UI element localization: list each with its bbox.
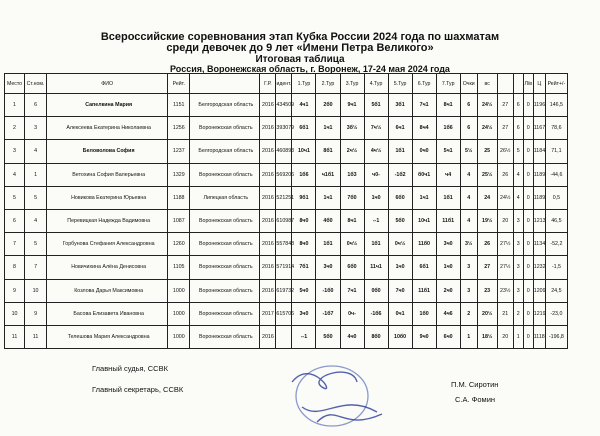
place-cell: 1 — [5, 94, 25, 117]
round-1-cell: 8ч0 — [292, 233, 316, 256]
player-name-cell: Беловолова София — [47, 140, 168, 163]
round-1-cell: 4ч1 — [292, 94, 316, 117]
ident-cell — [276, 325, 292, 348]
round-1-cell: 8ч0 — [292, 209, 316, 232]
round-4-cell: 5б1 — [364, 94, 388, 117]
round-6-cell: 10ч1 — [412, 209, 436, 232]
round-7-cell: 8ч1 — [436, 94, 460, 117]
judge-name: П.М. Сиротин — [451, 380, 499, 389]
round-7-cell: 1б6 — [436, 117, 460, 140]
tiebreak-cell: 23½ — [497, 279, 513, 302]
region-cell: Воронежская область — [190, 163, 260, 186]
round-7-cell: ч4 — [436, 163, 460, 186]
col-start: Ст.ном. — [25, 74, 47, 94]
round-2-cell: ч1б1 — [316, 163, 340, 186]
round-2-cell: 4б0 — [316, 209, 340, 232]
birth-year-cell: 2016 — [260, 233, 276, 256]
round-5-cell: 10б0 — [388, 325, 412, 348]
document-title-line1: Всероссийские соревнования этап Кубка России 2024 года по шахматам — [100, 31, 500, 43]
player-name-cell: Ветохина София Валерьевна — [47, 163, 168, 186]
round-3-cell: 1б3 — [340, 163, 364, 186]
rating-cell: 1000 — [168, 325, 190, 348]
round-3-cell: 2ч½ — [340, 140, 364, 163]
region-cell: Воронежская область — [190, 233, 260, 256]
rating-cell: 1329 — [168, 163, 190, 186]
round-7-cell: 1б1 — [436, 186, 460, 209]
wins-cell: 3 — [513, 256, 523, 279]
avg-rating-cell: 1219 — [533, 302, 545, 325]
rating-cell: 1087 — [168, 209, 190, 232]
round-7-cell: 1ч0 — [436, 256, 460, 279]
rating-change-cell: -1,5 — [545, 256, 567, 279]
document-subtitle: Итоговая таблица — [255, 54, 345, 65]
document-title-line2: среди девочек до 9 лет «Имени Петра Великого» — [166, 42, 434, 54]
start-number-cell: 5 — [25, 186, 47, 209]
ident-cell: 610987 — [276, 209, 292, 232]
round-2-cell: 2б0 — [316, 94, 340, 117]
table-row — [5, 256, 568, 279]
wins-cell: 2 — [513, 302, 523, 325]
round-4-cell: 11ч1 — [364, 256, 388, 279]
col-lw: Л/в — [523, 74, 533, 94]
avg-rating-cell: 1134 — [533, 233, 545, 256]
place-cell: 10 — [5, 302, 25, 325]
wins-cell: 3 — [513, 233, 523, 256]
player-name-cell: Козлова Дарья Максимовна — [47, 279, 168, 302]
round-3-cell: 9ч1 — [340, 94, 364, 117]
round-1-cell: --1 — [292, 325, 316, 348]
col-rating: Рейт. — [168, 74, 190, 94]
round-5-cell: 6ч1 — [388, 117, 412, 140]
region-cell: Воронежская область — [190, 256, 260, 279]
col-buch: вс — [477, 74, 497, 94]
region-cell: Воронежская область — [190, 117, 260, 140]
region-cell: Белгородская область — [190, 94, 260, 117]
round-5-cell: 0ч1 — [388, 302, 412, 325]
col-r4: 4.Тур — [364, 74, 388, 94]
place-cell: 2 — [5, 117, 25, 140]
wins-cell: 6 — [513, 94, 523, 117]
wins-cell: 5 — [513, 140, 523, 163]
buchholz-cell: 24½ — [477, 117, 497, 140]
rating-cell: 1188 — [168, 186, 190, 209]
start-number-cell: 4 — [25, 140, 47, 163]
rating-cell: 1151 — [168, 94, 190, 117]
region-cell: Воронежская область — [190, 325, 260, 348]
round-1-cell: 7б1 — [292, 256, 316, 279]
ident-cell: 434509 — [276, 94, 292, 117]
points-cell: 5½ — [460, 140, 477, 163]
tiebreak-cell: 21 — [497, 302, 513, 325]
round-5-cell: -1б2 — [388, 163, 412, 186]
rating-change-cell: 46,5 — [545, 209, 567, 232]
lw-cell: 0 — [523, 279, 533, 302]
wins-cell: 4 — [513, 163, 523, 186]
player-name-cell: Горбунова Стефания Александровна — [47, 233, 168, 256]
birth-year-cell: 2016 — [260, 256, 276, 279]
buchholz-cell: 20½ — [477, 302, 497, 325]
col-r2: 2.Тур — [316, 74, 340, 94]
round-1-cell: 9б1 — [292, 186, 316, 209]
results-table — [4, 73, 568, 349]
buchholz-cell: 27 — [477, 256, 497, 279]
lw-cell: 0 — [523, 186, 533, 209]
round-3-cell: 0ч½ — [340, 233, 364, 256]
wins-cell: 3 — [513, 279, 523, 302]
col-fio: ФИО — [47, 74, 168, 94]
avg-rating-cell: 1167 — [533, 117, 545, 140]
round-5-cell: 3б1 — [388, 94, 412, 117]
judge-role: Главный судья, ССВК — [92, 364, 168, 373]
round-7-cell: 6ч0 — [436, 325, 460, 348]
round-4-cell: ч0- — [364, 163, 388, 186]
region-cell: Воронежская область — [190, 209, 260, 232]
col-b — [497, 74, 513, 94]
tiebreak-cell: 26 — [497, 163, 513, 186]
place-cell: 5 — [5, 186, 25, 209]
buchholz-cell: 23 — [477, 279, 497, 302]
table-row — [5, 325, 568, 348]
player-name-cell: Перевицкая Надежда Вадимовна — [47, 209, 168, 232]
signature-stamp-image — [282, 352, 392, 436]
avg-rating-cell: 1232 — [533, 256, 545, 279]
region-cell: Воронежская область — [190, 302, 260, 325]
round-6-cell: 0ч0 — [412, 140, 436, 163]
col-ident: идент. — [276, 74, 292, 94]
region-date: Россия, Воронежская область, г. Воронеж, 17-24 мая 2024 года — [170, 64, 450, 74]
round-2-cell: 1ч1 — [316, 117, 340, 140]
avg-rating-cell: 1213 — [533, 209, 545, 232]
buchholz-cell: 19½ — [477, 209, 497, 232]
round-2-cell: 1б1 — [316, 233, 340, 256]
round-1-cell: 6б1 — [292, 117, 316, 140]
points-cell: 4 — [460, 209, 477, 232]
round-3-cell: 3б½ — [340, 117, 364, 140]
round-5-cell: 7ч0 — [388, 279, 412, 302]
table-row — [5, 186, 568, 209]
round-3-cell: 8ч1 — [340, 209, 364, 232]
buchholz-cell: 24½ — [477, 94, 497, 117]
col-r1: 1.Тур — [292, 74, 316, 94]
birth-year-cell: 2016 — [260, 94, 276, 117]
round-2-cell: 8б1 — [316, 140, 340, 163]
table-header-row — [5, 74, 568, 94]
points-cell: 3 — [460, 279, 477, 302]
buchholz-cell: 26 — [477, 233, 497, 256]
place-cell: 11 — [5, 325, 25, 348]
start-number-cell: 1 — [25, 163, 47, 186]
birth-year-cell: 2016 — [260, 325, 276, 348]
rating-change-cell: 78,6 — [545, 117, 567, 140]
lw-cell: 0 — [523, 163, 533, 186]
ident-cell: 569206 — [276, 163, 292, 186]
round-2-cell: -1б7 — [316, 302, 340, 325]
lw-cell: 0 — [523, 117, 533, 140]
tiebreak-cell: 20 — [497, 325, 513, 348]
region-cell: Воронежская область — [190, 279, 260, 302]
points-cell: 3 — [460, 256, 477, 279]
round-6-cell: 9ч0 — [412, 325, 436, 348]
player-name-cell: Новичихина Алёна Денисовна — [47, 256, 168, 279]
lw-cell: 0 — [523, 256, 533, 279]
table-row — [5, 94, 568, 117]
round-2-cell: -1б0 — [316, 279, 340, 302]
lw-cell: 0 — [523, 209, 533, 232]
col-points: Очки — [460, 74, 477, 94]
place-cell: 7 — [5, 233, 25, 256]
col-r3: 3.Тур — [340, 74, 364, 94]
ident-cell: 571914 — [276, 256, 292, 279]
round-3-cell: 7б0 — [340, 186, 364, 209]
wins-cell: 4 — [513, 186, 523, 209]
col-city — [190, 74, 260, 94]
birth-year-cell: 2016 — [260, 117, 276, 140]
round-1-cell: 5ч0 — [292, 279, 316, 302]
round-6-cell: 1б0 — [412, 302, 436, 325]
round-4-cell: 4ч½ — [364, 140, 388, 163]
player-name-cell: Телешова Мария Александровна — [47, 325, 168, 348]
round-3-cell: 0ч- — [340, 302, 364, 325]
round-5-cell: 1ч0 — [388, 256, 412, 279]
rating-change-cell: -52,2 — [545, 233, 567, 256]
col-place: Место — [5, 74, 25, 94]
secretary-name: С.А. Фомин — [455, 395, 496, 404]
round-6-cell: 11б1 — [412, 279, 436, 302]
place-cell: 8 — [5, 256, 25, 279]
start-number-cell: 6 — [25, 94, 47, 117]
round-4-cell: -1б6 — [364, 302, 388, 325]
lw-cell: 0 — [523, 94, 533, 117]
rating-cell: 1105 — [168, 256, 190, 279]
round-1-cell: 1б6 — [292, 163, 316, 186]
table-row — [5, 140, 568, 163]
birth-year-cell: 2016 — [260, 186, 276, 209]
avg-rating-cell: 1118 — [533, 325, 545, 348]
start-number-cell: 7 — [25, 256, 47, 279]
table-row — [5, 209, 568, 232]
place-cell: 6 — [5, 209, 25, 232]
round-3-cell: 6б0 — [340, 256, 364, 279]
table-row — [5, 163, 568, 186]
wins-cell: 3 — [513, 209, 523, 232]
place-cell: 4 — [5, 163, 25, 186]
round-2-cell: 3ч0 — [316, 256, 340, 279]
round-4-cell: 8б0 — [364, 325, 388, 348]
rating-cell: 1237 — [168, 140, 190, 163]
round-6-cell: 6б1 — [412, 256, 436, 279]
player-name-cell: Новикова Екатерина Юрьевна — [47, 186, 168, 209]
lw-cell: 0 — [523, 140, 533, 163]
ident-cell: 393079 — [276, 117, 292, 140]
round-6-cell: 11б0 — [412, 233, 436, 256]
round-7-cell: 11б1 — [436, 209, 460, 232]
avg-rating-cell: 1196 — [533, 94, 545, 117]
buchholz-cell: 18½ — [477, 325, 497, 348]
rating-change-cell: 24,5 — [545, 279, 567, 302]
points-cell: 4 — [460, 163, 477, 186]
rating-change-cell: 146,5 — [545, 94, 567, 117]
birth-year-cell: 2016 — [260, 209, 276, 232]
col-r6: 6.Тур — [412, 74, 436, 94]
rating-cell: 1256 — [168, 117, 190, 140]
start-number-cell: 10 — [25, 279, 47, 302]
round-3-cell: 4ч0 — [340, 325, 364, 348]
round-5-cell: 0ч½ — [388, 233, 412, 256]
points-cell: 4 — [460, 186, 477, 209]
lw-cell: 0 — [523, 233, 533, 256]
round-6-cell: 7ч1 — [412, 94, 436, 117]
round-4-cell: 1б1 — [364, 233, 388, 256]
ident-cell: 557848 — [276, 233, 292, 256]
table-row — [5, 302, 568, 325]
rating-change-cell: -23,0 — [545, 302, 567, 325]
rating-cell: 1260 — [168, 233, 190, 256]
round-1-cell: 3ч0 — [292, 302, 316, 325]
start-number-cell: 3 — [25, 117, 47, 140]
round-7-cell: 2ч0 — [436, 279, 460, 302]
round-4-cell: 1ч0 — [364, 186, 388, 209]
lw-cell: 0 — [523, 302, 533, 325]
avg-rating-cell: 1184 — [533, 140, 545, 163]
col-r5: 5.Тур — [388, 74, 412, 94]
round-4-cell: --1 — [364, 209, 388, 232]
table-row — [5, 233, 568, 256]
round-1-cell: 10ч1 — [292, 140, 316, 163]
rating-change-cell: -196,8 — [545, 325, 567, 348]
tiebreak-cell: 26½ — [497, 140, 513, 163]
tiebreak-cell: 27 — [497, 117, 513, 140]
col-year: Г.Р. — [260, 74, 276, 94]
rating-cell: 1000 — [168, 279, 190, 302]
ident-cell: 460893 — [276, 140, 292, 163]
start-number-cell: 4 — [25, 209, 47, 232]
secretary-role: Главный секретарь, ССВК — [92, 385, 184, 394]
round-5-cell: 1б1 — [388, 140, 412, 163]
points-cell: 6 — [460, 94, 477, 117]
round-7-cell: 5ч1 — [436, 140, 460, 163]
rating-change-cell: 0,5 — [545, 186, 567, 209]
buchholz-cell: 25 — [477, 140, 497, 163]
birth-year-cell: 2016 — [260, 163, 276, 186]
round-2-cell: 1ч1 — [316, 186, 340, 209]
col-r7: 7.Тур — [436, 74, 460, 94]
ident-cell: 521251 — [276, 186, 292, 209]
avg-rating-cell: 1189 — [533, 163, 545, 186]
tiebreak-cell: 24½ — [497, 186, 513, 209]
col-zero: Ц — [533, 74, 545, 94]
birth-year-cell: 2016 — [260, 140, 276, 163]
round-7-cell: 4ч6 — [436, 302, 460, 325]
player-name-cell: Сапелкина Мария — [47, 94, 168, 117]
ident-cell: 619732 — [276, 279, 292, 302]
round-6-cell: б0ч1 — [412, 163, 436, 186]
start-number-cell: 11 — [25, 325, 47, 348]
buchholz-cell: 25½ — [477, 163, 497, 186]
avg-rating-cell: 1189 — [533, 186, 545, 209]
region-cell: Липецкая область — [190, 186, 260, 209]
round-4-cell: 7ч½ — [364, 117, 388, 140]
rating-cell: 1000 — [168, 302, 190, 325]
buchholz-cell: 24 — [477, 186, 497, 209]
avg-rating-cell: 1209 — [533, 279, 545, 302]
lw-cell: 0 — [523, 325, 533, 348]
round-5-cell: 5б0 — [388, 209, 412, 232]
tiebreak-cell: 20 — [497, 209, 513, 232]
round-7-cell: 3ч0 — [436, 233, 460, 256]
ident-cell: 615706 — [276, 302, 292, 325]
round-6-cell: 8ч4 — [412, 117, 436, 140]
wins-cell: 6 — [513, 117, 523, 140]
birth-year-cell: 2017 — [260, 302, 276, 325]
player-name-cell: Басова Елизавета Ивановна — [47, 302, 168, 325]
round-4-cell: 0б0 — [364, 279, 388, 302]
tiebreak-cell: 27 — [497, 94, 513, 117]
points-cell: 2 — [460, 302, 477, 325]
player-name-cell: Алексеева Екатерина Николаевна — [47, 117, 168, 140]
round-5-cell: 6б0 — [388, 186, 412, 209]
rating-change-cell: 71,1 — [545, 140, 567, 163]
table-row — [5, 117, 568, 140]
start-number-cell: 9 — [25, 302, 47, 325]
place-cell: 3 — [5, 140, 25, 163]
round-3-cell: 7ч1 — [340, 279, 364, 302]
rating-change-cell: -44,6 — [545, 163, 567, 186]
start-number-cell: 5 — [25, 233, 47, 256]
round-6-cell: 1ч1 — [412, 186, 436, 209]
points-cell: 3½ — [460, 233, 477, 256]
tiebreak-cell: 27½ — [497, 256, 513, 279]
round-2-cell: 5б0 — [316, 325, 340, 348]
col-rperf: Рейт+/- — [545, 74, 567, 94]
place-cell: 9 — [5, 279, 25, 302]
table-row — [5, 279, 568, 302]
points-cell: 6 — [460, 117, 477, 140]
col-n — [513, 74, 523, 94]
region-cell: Белгородская область — [190, 140, 260, 163]
points-cell: 1 — [460, 325, 477, 348]
wins-cell: 1 — [513, 325, 523, 348]
birth-year-cell: 2016 — [260, 279, 276, 302]
tiebreak-cell: 27½ — [497, 233, 513, 256]
